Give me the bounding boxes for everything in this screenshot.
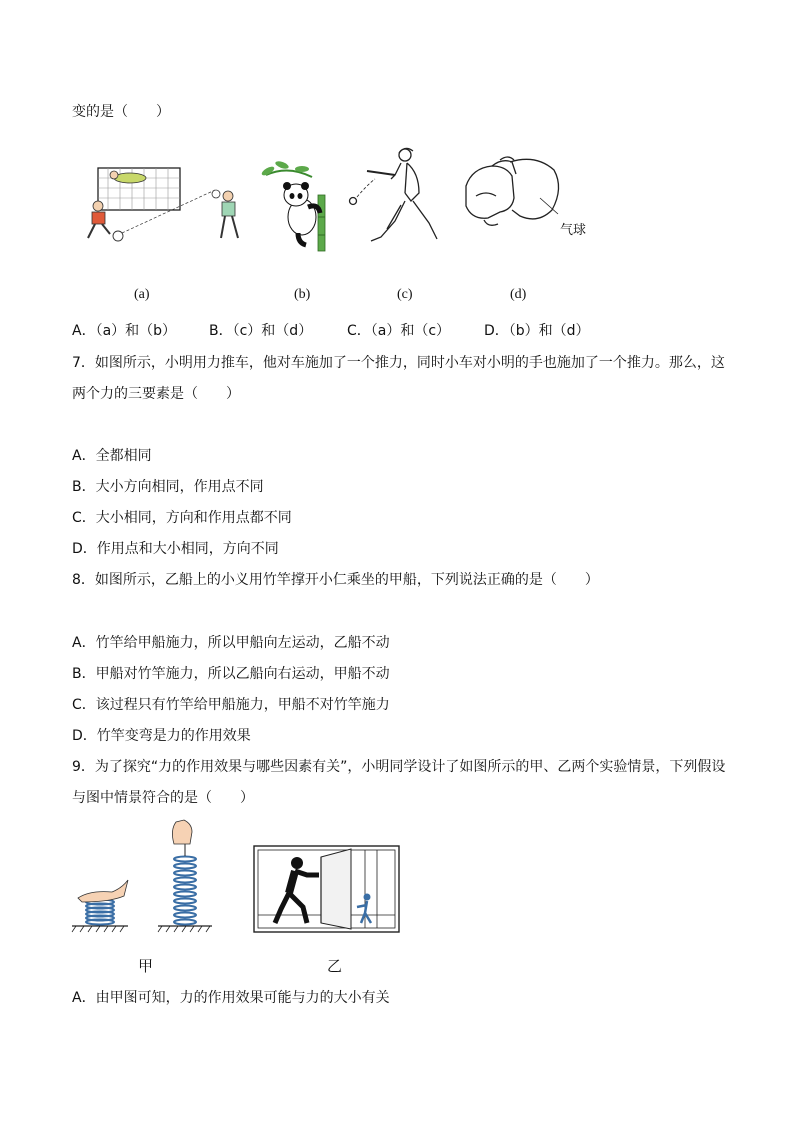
figure-a-soccer-illustration — [80, 150, 255, 250]
figure-label-jia: 甲 — [138, 957, 154, 975]
figure-caption-a: (a) — [134, 287, 150, 302]
figure-jia-spring-illustration — [70, 818, 220, 940]
q9-stem-line1: 9．为了探究“力的作用效果与哪些因素有关”，小明同学设计了如图所示的甲、乙两个实验情景，下列假设 — [72, 759, 726, 775]
figure-yi-door-push-illustration — [253, 845, 401, 935]
q6-option-c: C．（a）和（c） — [347, 323, 451, 339]
figure-c-baseball-batter-illustration — [345, 145, 445, 250]
q9-stem-line2: 与图中情景符合的是（ ） — [72, 790, 254, 806]
q7-option-b: B．大小方向相同，作用点不同 — [72, 479, 264, 495]
q8-option-d: D．竹竿变弯是力的作用效果 — [72, 728, 251, 744]
q7-option-d: D．作用点和大小相同，方向不同 — [72, 541, 279, 557]
question-6-stem-tail: 变的是（ ） — [72, 104, 170, 120]
q8-stem: 8．如图所示，乙船上的小义用竹竿撑开小仁乘坐的甲船，下列说法正确的是（ ） — [72, 572, 599, 588]
figure-caption-c: (c) — [397, 287, 413, 302]
q6-option-a: A．（a）和（b） — [72, 323, 177, 339]
q6-option-b: B．（c）和（d） — [209, 323, 313, 339]
q8-option-c: C．该过程只有竹竿给甲船施力，甲船不对竹竿施力 — [72, 697, 390, 713]
q8-option-b: B．甲船对竹竿施力，所以乙船向右运动，甲船不动 — [72, 666, 390, 682]
figure-b-panda-bamboo-illustration — [258, 155, 338, 255]
figure-caption-b: (b) — [294, 287, 311, 302]
q6-option-d: D．（b）和（d） — [484, 323, 590, 339]
q7-stem-line1: 7．如图所示，小明用力推车，他对车施加了一个推力，同时小车对小明的手也施加了一个推力。那么，这 — [72, 355, 725, 371]
q8-option-a: A．竹竿给甲船施力，所以甲船向左运动，乙船不动 — [72, 635, 390, 651]
figure-caption-d: (d) — [510, 287, 527, 302]
q7-option-a: A．全都相同 — [72, 448, 152, 464]
q7-option-c: C．大小相同，方向和作用点都不同 — [72, 510, 292, 526]
figure-label-yi: 乙 — [327, 957, 343, 975]
balloon-label: 气球 — [560, 223, 587, 238]
q7-stem-line2: 两个力的三要素是（ ） — [72, 386, 240, 402]
q9-option-a: A．由甲图可知，力的作用效果可能与力的大小有关 — [72, 990, 390, 1006]
